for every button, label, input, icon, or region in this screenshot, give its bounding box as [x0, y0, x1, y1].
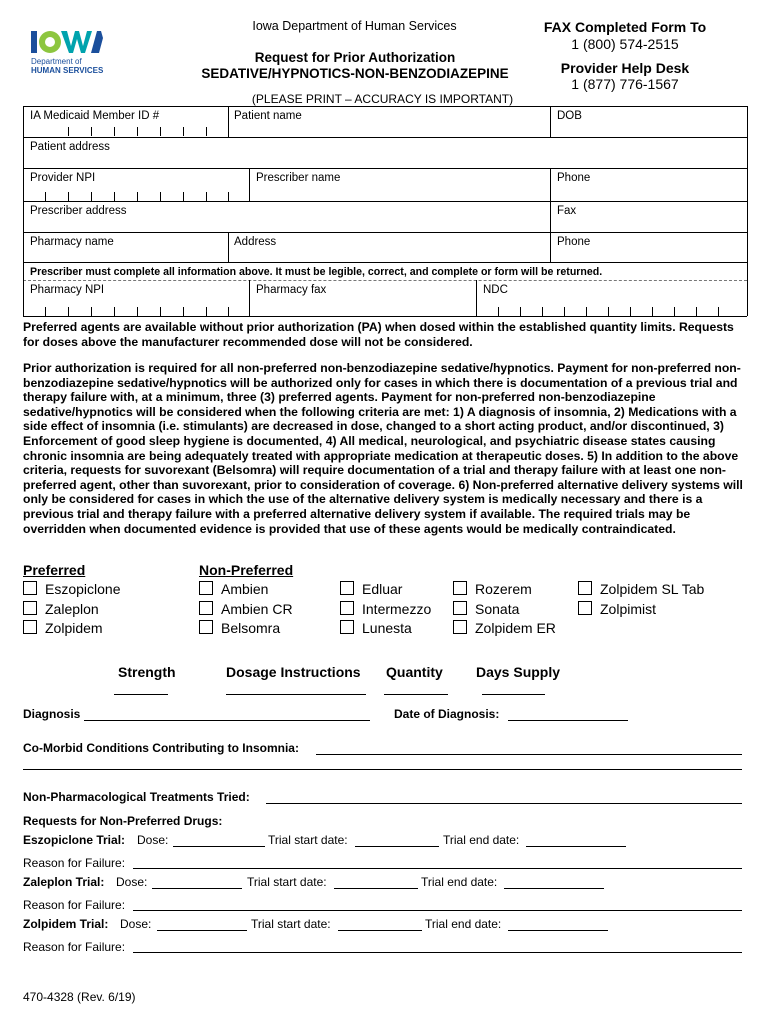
- dose-input-line[interactable]: [152, 888, 242, 889]
- reason-label: Reason for Failure:: [23, 856, 126, 870]
- table-line: [550, 232, 551, 262]
- drug-label: Belsomra: [221, 620, 281, 636]
- fax-field[interactable]: Fax: [557, 205, 577, 217]
- reason-input-line[interactable]: [133, 952, 742, 953]
- drug-checkbox-item[interactable]: [23, 600, 121, 620]
- drug-label: Sonata: [475, 600, 520, 617]
- pharmacy-phone-field[interactable]: Phone: [557, 236, 591, 248]
- trial-start-label: Trial start date:: [268, 833, 348, 847]
- form-number: 470-4328 (Rev. 6/19): [23, 990, 136, 1004]
- checkbox[interactable]: [340, 601, 354, 615]
- help-desk-number: 1 (877) 776-1567: [571, 76, 679, 92]
- days-supply-input-line[interactable]: [482, 694, 545, 695]
- checkbox[interactable]: [340, 581, 354, 595]
- trial-start-input-line[interactable]: [338, 930, 422, 931]
- preferred-agents-paragraph: Preferred agents are available without prior authorization (PA) when dosed within the established quantity limits. Requests for doses above the manufacturer recommended dose will not be considered.: [23, 320, 734, 349]
- table-line: [23, 232, 747, 233]
- trial-end-input-line[interactable]: [504, 888, 604, 889]
- trial-end-label: Trial end date:: [421, 875, 498, 889]
- strength-label: Strength: [118, 664, 176, 680]
- drug-label: Zolpidem ER: [475, 620, 556, 636]
- drug-label: Ambien CR: [221, 600, 293, 617]
- table-line: [23, 168, 747, 169]
- drug-label: Zolpimist: [600, 600, 657, 617]
- table-line: [550, 201, 551, 232]
- dose-label: Dose:: [137, 833, 169, 847]
- table-line: [23, 137, 747, 138]
- nonpreferred-drug-list-col2: [340, 580, 431, 639]
- drug-label: Rozerem: [475, 581, 532, 597]
- table-line: [249, 168, 250, 201]
- form-title-line2: SEDATIVE/HYPNOTICS-NON-BENZODIAZEPINE: [201, 66, 509, 81]
- pharmacy-name-field[interactable]: Pharmacy name: [30, 236, 114, 248]
- patient-address-field[interactable]: Patient address: [30, 141, 110, 153]
- checkbox[interactable]: [23, 601, 37, 615]
- trial-start-input-line[interactable]: [334, 888, 418, 889]
- prescriber-address-field[interactable]: Prescriber address: [30, 205, 127, 217]
- reason-label: Reason for Failure:: [23, 898, 126, 912]
- date-of-diagnosis-input-line[interactable]: [508, 720, 628, 721]
- checkbox[interactable]: [199, 581, 213, 595]
- checkbox[interactable]: [340, 620, 354, 634]
- drug-checkbox-item[interactable]: [23, 619, 121, 639]
- drug-checkbox-item[interactable]: [453, 600, 556, 620]
- eszopiclone-trial-label: Eszopiclone Trial:: [23, 833, 126, 847]
- table-line: [228, 232, 229, 262]
- nonpreferred-drug-list-col3: [453, 580, 556, 639]
- checkbox[interactable]: [578, 581, 592, 595]
- nonpharm-input-line[interactable]: [266, 803, 742, 804]
- comorbid-input-line[interactable]: [316, 754, 742, 755]
- drug-checkbox-item[interactable]: [199, 580, 293, 600]
- table-line: [23, 316, 747, 317]
- zolpidem-trial-label: Zolpidem Trial:: [23, 917, 109, 931]
- dose-label: Dose:: [116, 875, 148, 889]
- preferred-heading: Preferred: [23, 562, 86, 578]
- prescriber-notice: Prescriber must complete all information above. It must be legible, correct, and complete or form will be returned.: [30, 266, 603, 278]
- member-id-field[interactable]: IA Medicaid Member ID #: [30, 110, 160, 122]
- table-line: [550, 106, 551, 137]
- prescriber-name-field[interactable]: Prescriber name: [256, 172, 341, 184]
- drug-checkbox-item[interactable]: [578, 580, 704, 600]
- checkbox[interactable]: [453, 601, 467, 615]
- zaleplon-trial-label: Zaleplon Trial:: [23, 875, 105, 889]
- patient-name-field[interactable]: Patient name: [234, 110, 302, 122]
- checkbox[interactable]: [199, 620, 213, 634]
- trial-start-input-line[interactable]: [355, 846, 439, 847]
- table-line: [23, 106, 24, 316]
- drug-label: Intermezzo: [362, 600, 432, 617]
- date-of-diagnosis-label: Date of Diagnosis:: [394, 707, 500, 721]
- drug-checkbox-item[interactable]: [340, 619, 431, 639]
- table-line: [249, 280, 250, 316]
- dosage-instructions-label: Dosage Instructions: [226, 664, 361, 680]
- nonpharm-label: Non-Pharmacological Treatments Tried:: [23, 790, 250, 804]
- fax-label: FAX Completed Form To: [543, 19, 707, 35]
- fax-number: 1 (800) 574-2515: [571, 36, 679, 52]
- diagnosis-input-line[interactable]: [84, 720, 370, 721]
- dose-input-line[interactable]: [157, 930, 247, 931]
- trial-start-label: Trial start date:: [251, 917, 331, 931]
- drug-checkbox-item[interactable]: [453, 580, 556, 600]
- trial-end-label: Trial end date:: [425, 917, 502, 931]
- drug-checkbox-item[interactable]: [578, 600, 704, 620]
- iowa-dhs-logo: [31, 28, 111, 82]
- drug-label: Zolpidem SL Tab: [600, 581, 705, 597]
- drug-label: Lunesta: [362, 620, 412, 636]
- preferred-drug-list: [23, 580, 121, 639]
- nonpreferred-heading: Non-Preferred: [199, 562, 294, 578]
- dose-label: Dose:: [120, 917, 152, 931]
- dose-input-line[interactable]: [173, 846, 265, 847]
- logo-line1: Department of: [31, 57, 82, 66]
- table-line: [23, 106, 747, 107]
- trial-end-label: Trial end date:: [443, 833, 520, 847]
- days-supply-label: Days Supply: [476, 664, 561, 680]
- reason-input-line[interactable]: [133, 910, 742, 911]
- provider-npi-field[interactable]: Provider NPI: [30, 172, 96, 184]
- pharmacy-address-field[interactable]: Address: [234, 236, 277, 248]
- quantity-input-line[interactable]: [384, 694, 448, 695]
- drug-checkbox-item[interactable]: [199, 600, 293, 620]
- checkbox[interactable]: [453, 581, 467, 595]
- nonpreferred-drug-list-col1: [199, 580, 293, 639]
- pharmacy-fax-field[interactable]: Pharmacy fax: [256, 284, 327, 296]
- drug-label: Edluar: [362, 581, 403, 597]
- checkbox[interactable]: [578, 601, 592, 615]
- table-line: [228, 106, 229, 137]
- table-line: [23, 201, 747, 202]
- checkbox[interactable]: [23, 581, 37, 595]
- drug-label: Ambien: [221, 581, 269, 597]
- dosage-instructions-input-line[interactable]: [226, 694, 366, 695]
- logo-line2: HUMAN SERVICES: [31, 66, 104, 75]
- drug-checkbox-item[interactable]: [23, 580, 121, 600]
- ndc-field[interactable]: NDC: [483, 284, 508, 296]
- table-line: [23, 280, 747, 281]
- requests-heading: Requests for Non-Preferred Drugs:: [23, 814, 223, 828]
- drug-checkbox-item[interactable]: [340, 600, 431, 620]
- comorbid-label: Co-Morbid Conditions Contributing to Insomnia:: [23, 741, 299, 755]
- form-title-line1: Request for Prior Authorization: [254, 50, 456, 65]
- drug-checkbox-item[interactable]: [453, 619, 556, 639]
- pharmacy-npi-field[interactable]: Pharmacy NPI: [30, 284, 105, 296]
- prior-auth-criteria-paragraph: Prior authorization is required for all non-preferred non-benzodiazepine sedative/hypnotics. Payment for non-preferred non-benzodiazepine sedative/hypnotics will be authorized only for cases in which there is documentation of a previous trial and therapy failure with, at a minimum, three (3) preferred agents. Payment for non-preferred non-benzodiazepine sedative/hypnotics will be considered when the following criteria are met: 1) A diagnosis of insomnia, 2) Medications with a side effect of insomnia (i.e. stimulants) are decreased in dose, changed to a short acting product, and/or discontinued, 3) Enforcement of good sleep hygiene is documented, 4) All medical, neurological, and psychiatric disease states causing chronic insomnia are being adequately treated with appropriate medication at therapeutic doses. 5) In addition to the above criteria, requests for suvorexant (Belsomra) will require documentation of a trial and therapy failure with at least one non-preferred agent, other than suvorexant, prior to consideration of coverage. 6) Non-preferred alternative delivery systems will only be considered for cases in which the use of the alternative delivery system is medically necessary and there is a previous trial and therapy failure with a preferred alternative delivery system if available. The required trials may be overridden when documented evidence is provided that use of these agents would be medically contraindicated.: [23, 361, 743, 536]
- reason-input-line[interactable]: [133, 868, 742, 869]
- table-line: [550, 168, 551, 201]
- trial-end-input-line[interactable]: [508, 930, 608, 931]
- help-desk-label: Provider Help Desk: [560, 60, 690, 76]
- checkbox[interactable]: [453, 620, 467, 634]
- strength-input-line[interactable]: [114, 694, 168, 695]
- agency-name: Iowa Department of Human Services: [252, 19, 457, 33]
- comorbid-input-line-2[interactable]: [23, 769, 742, 770]
- reason-label: Reason for Failure:: [23, 940, 126, 954]
- checkbox[interactable]: [199, 601, 213, 615]
- nonpreferred-drug-list-col4: [578, 580, 704, 619]
- trial-end-input-line[interactable]: [526, 846, 626, 847]
- print-note: (PLEASE PRINT – ACCURACY IS IMPORTANT): [251, 92, 514, 106]
- dob-field[interactable]: DOB: [557, 110, 582, 122]
- prescriber-phone-field[interactable]: Phone: [557, 172, 591, 184]
- diagnosis-label: Diagnosis: [23, 707, 81, 721]
- drug-checkbox-item[interactable]: [340, 580, 431, 600]
- table-line: [747, 106, 748, 316]
- logo-wordmark-graphic: [31, 28, 103, 54]
- drug-label: Zaleplon: [45, 600, 99, 617]
- logo-text: [31, 57, 111, 75]
- drug-label: Zolpidem: [45, 620, 103, 636]
- drug-label: Eszopiclone: [45, 581, 121, 597]
- table-line: [23, 262, 747, 263]
- trial-start-label: Trial start date:: [247, 875, 327, 889]
- checkbox[interactable]: [23, 620, 37, 634]
- table-line: [476, 280, 477, 316]
- drug-checkbox-item[interactable]: [199, 619, 293, 639]
- quantity-label: Quantity: [386, 664, 443, 680]
